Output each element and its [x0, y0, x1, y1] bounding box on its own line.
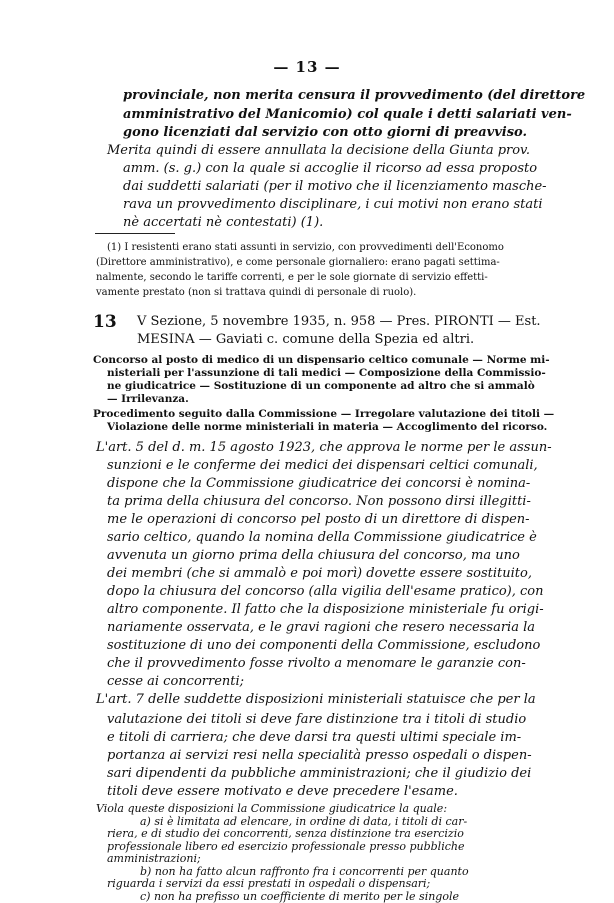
text-line: L'art. 5 del d. m. 15 agosto 1923, che approva le norme per le assun-: [96, 440, 552, 455]
case-number: 13: [93, 312, 117, 332]
text-line: riguarda i servizi da essi prestati in ospedali o dispensari;: [107, 877, 431, 890]
massima-line: Concorso al posto di medico di un dispensario celtico comunale — Norme mi-: [93, 354, 550, 366]
text-line: L'art. 7 delle suddette disposizioni ministeriali statuisce che per la: [96, 692, 536, 707]
case-header-line: MESINA — Gaviati c. comune della Spezia ed altri.: [137, 332, 475, 347]
text-line: Viola queste disposizioni la Commissione giudicatrice la quale:: [96, 802, 448, 815]
footnote-line: (Direttore amministrativo), e come personale giornaliero: erano pagati settima-: [96, 257, 500, 268]
text-line: dopo la chiusura del concorso (alla vigilia dell'esame pratico), con: [107, 584, 544, 599]
text-line: Merita quindi di essere annullata la decisione della Giunta prov.: [107, 143, 530, 158]
case-header-line: V Sezione, 5 novembre 1935, n. 958 — Pres. PIRONTI — Est.: [137, 314, 541, 329]
text-line: amministrazioni;: [107, 852, 201, 865]
text-line: a) si è limitata ad elencare, in ordine di data, i titoli di car-: [140, 814, 468, 828]
text-line: riera, e di studio dei concorrenti, senza distinzione tra esercizio: [107, 827, 464, 840]
footnote-line: vamente prestato (non si trattava quindi di personale di ruolo).: [96, 287, 417, 298]
text-line: altro componente. Il fatto che la disposizione ministeriale fu origi-: [107, 602, 544, 617]
text-line: gono licenziati dal servizio con otto giorni di preavviso.: [123, 125, 527, 140]
text-line: portanza ai servizi resi nella specialità presso ospedali o dispen-: [107, 748, 532, 763]
text-line: rava un provvedimento disciplinare, i cui motivi non erano stati: [123, 197, 543, 212]
page-number: — 13 —: [273, 58, 341, 76]
text-line: sunzioni e le conferme dei medici dei dispensari celtici comunali,: [107, 458, 538, 473]
footnote-divider: [95, 233, 175, 234]
text-line: b) non ha fatto alcun raffronto fra i concorrenti per quanto: [140, 864, 469, 878]
text-line: dai suddetti salariati (per il motivo che il licenziamento masche-: [123, 179, 547, 194]
text-line: amministrativo del Manicomio) col quale i detti salariati ven-: [123, 107, 572, 122]
text-line: amm. (s. g.) con la quale si accoglie il ricorso ad essa proposto: [123, 161, 538, 176]
text-line: nariamente osservata, e le gravi ragioni che resero necessaria la: [107, 620, 535, 635]
footnote-line: (1) I resistenti erano stati assunti in servizio, con provvedimenti dell'Economo: [107, 242, 504, 253]
massima-line: Procedimento seguito dalla Commissione — Irregolare valutazione dei titoli —: [93, 408, 555, 420]
text-line: cesse ai concorrenti;: [107, 674, 245, 689]
text-line: me le operazioni di concorso pel posto di un direttore di dispen-: [107, 512, 530, 527]
text-line: e titoli di carriera; che deve darsi tra questi ultimi speciale im-: [107, 730, 522, 745]
text-line: dispone che la Commissione giudicatrice dei concorsi è nomina-: [107, 476, 531, 491]
footnote-line: nalmente, secondo le tariffe correnti, e per le sole giornate di servizio effetti-: [96, 272, 488, 283]
massima-line: ne giudicatrice — Sostituzione di un componente ad altro che si ammalò: [107, 380, 535, 392]
text-line: provinciale, non merita censura il provvedimento (del direttore: [123, 88, 586, 103]
massima-line: Violazione delle norme ministeriali in materia — Accoglimento del ricorso.: [107, 421, 548, 433]
text-line: sari dipendenti da pubbliche amministrazioni; che il giudizio dei: [107, 766, 532, 781]
text-line: titoli deve essere motivato e deve precedere l'esame.: [107, 784, 458, 799]
text-line: dei membri (che si ammalò e poi morì) dovette essere sostituito,: [107, 566, 532, 581]
massima-line: nisteriali per l'assunzione di tali medici — Composizione della Commissio-: [107, 367, 546, 379]
text-line: ta prima della chiusura del concorso. Non possono dirsi illegitti-: [107, 494, 531, 509]
text-line: professionale libero ed esercizio professionale presso pubbliche: [107, 839, 465, 853]
text-line: sario celtico, quando la nomina della Commissione giudicatrice è: [107, 530, 537, 545]
text-line: valutazione dei titoli si deve fare distinzione tra i titoli di studio: [107, 712, 527, 727]
text-line: nè accertati nè contestati) (1).: [123, 215, 324, 230]
massima-line: — Irrilevanza.: [107, 393, 189, 405]
text-line: sostituzione di uno dei componenti della Commissione, escludono: [107, 638, 541, 653]
text-line: che il provvedimento fosse rivolto a menomare le garanzie con-: [107, 656, 526, 671]
text-line: c) non ha prefisso un coefficiente di merito per le singole: [140, 889, 459, 903]
text-line: avvenuta un giorno prima della chiusura del concorso, ma uno: [107, 548, 520, 563]
